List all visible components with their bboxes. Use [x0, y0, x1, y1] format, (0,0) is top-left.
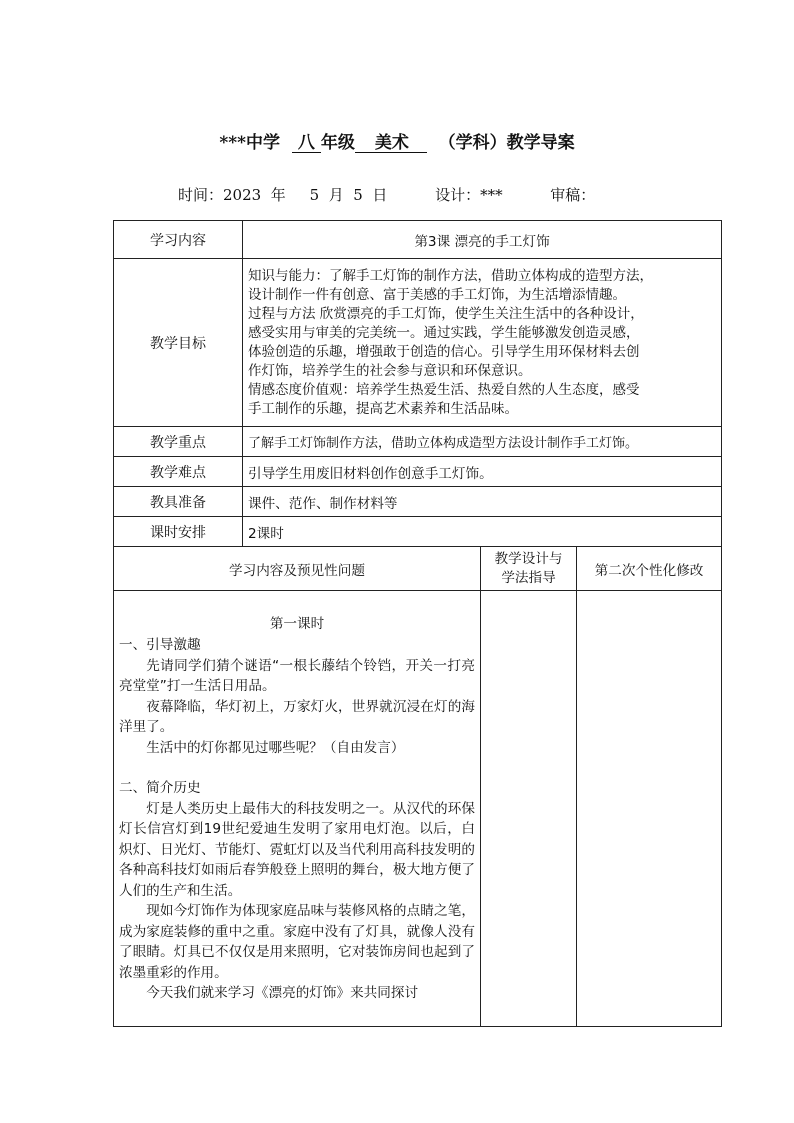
col-header-design-line2: 学法指导: [501, 569, 556, 586]
paragraph: 夜幕降临，华灯初上，万家灯火，世界就沉浸在灯的海洋里了。: [119, 698, 475, 735]
time-month: 5: [309, 186, 320, 204]
goal-line: 体验创造的乐趣，增强敢于创造的信心。引导学生用环保材料去创: [248, 343, 640, 360]
row-content: [114, 221, 722, 259]
col-header-design-line1: 教学设计与: [494, 550, 563, 567]
paragraph: 灯是人类历史上最伟大的科技发明之一。从汉代的环保灯长信宫灯到19世纪爱迪生发明了家用电灯泡。以后，白炽灯、日光灯、节能灯、霓虹灯以及当代利用高科技发明的各种高科技灯如雨后春笋般登上照明的舞台，极大地方便了人们的生产和生活。: [119, 800, 475, 899]
col-header-content: 学习内容及预见性问题: [114, 547, 481, 591]
column-header-row: [114, 547, 722, 591]
value-key-points: 了解手工灯饰制作方法，借助立体构成造型方法设计制作手工灯饰。: [243, 427, 722, 457]
time-year: 2023: [223, 186, 262, 204]
day-unit: 日: [372, 186, 388, 204]
value-goals: [243, 259, 722, 427]
goal-line: 手工制作的乐趣，提高艺术素养和生活品味。: [248, 400, 518, 417]
paragraph: 先请同学们猜个谜语“一根长藤结个铃铛，开关一打亮亮堂堂”打一生活日用品。: [119, 657, 475, 694]
label-key-points: 教学重点: [114, 427, 243, 457]
row-difficulties: [114, 457, 722, 487]
design-cell: [481, 591, 577, 1027]
col-header-design: [481, 547, 577, 591]
label-difficulties: 教学难点: [114, 457, 243, 487]
paragraph: 现如今灯饰作为体现家庭品味与装修风格的点睛之笔，成为家庭装修的重中之重。家庭中没有了灯具，就像人没有了眼睛。灯具已不仅仅是用来照明，它对装饰房间也起到了浓墨重彩的作用。: [119, 903, 475, 981]
meta-line: [178, 184, 595, 205]
label-goals: 教学目标: [114, 259, 243, 427]
designer-label: 设计：***: [435, 186, 503, 204]
title-grade: 八: [292, 134, 321, 153]
value-materials: 课件、范作、制作材料等: [243, 487, 722, 517]
section-heading: 一、引导激趣: [119, 637, 201, 653]
row-materials: [114, 487, 722, 517]
reviewer-label: 审稿：: [550, 186, 596, 204]
lesson-plan-table: [113, 220, 722, 1027]
paragraph: 今天我们就来学习《漂亮的灯饰》来共同探讨: [146, 985, 419, 1001]
title-subject: 美术: [355, 134, 427, 153]
goal-line: 过程与方法 欣赏漂亮的手工灯饰，使学生关注生活中的各种设计，: [248, 305, 644, 322]
spacer: [119, 758, 475, 778]
goal-line: 知识与能力：了解手工灯饰的制作方法，借助立体构成的造型方法，: [248, 267, 653, 284]
label-materials: 教具准备: [114, 487, 243, 517]
value-schedule: 2课时: [243, 517, 722, 547]
col-header-revision: 第二次个性化修改: [577, 547, 722, 591]
goal-line: 感受实用与审美的完美统一。通过实践，学生能够激发创造灵感，: [248, 324, 640, 341]
value-difficulties: 引导学生用废旧材料创作创意手工灯饰。: [243, 457, 722, 487]
paragraph: 生活中的灯你都见过哪些呢？（自由发言）: [146, 739, 405, 756]
section-heading: 二、简介历史: [119, 780, 201, 796]
goal-line: 设计制作一件有创意、富于美感的手工灯饰，为生活增添情趣。: [248, 286, 626, 303]
label-content: 学习内容: [114, 221, 243, 259]
goal-line: 作灯饰，培养学生的社会参与意识和环保意识。: [248, 362, 532, 379]
year-unit: 年: [270, 186, 286, 204]
value-content: 第3课 漂亮的手工灯饰: [243, 221, 722, 259]
time-label: 时间：: [178, 186, 224, 204]
row-schedule: [114, 517, 722, 547]
row-goals: [114, 259, 722, 427]
label-schedule: 课时安排: [114, 517, 243, 547]
body-row: [114, 591, 722, 1027]
lesson-title: 第一课时: [269, 615, 325, 632]
title-school: ***中学: [219, 133, 280, 153]
page-title: [0, 128, 794, 153]
time-day: 5: [353, 186, 363, 204]
title-grade-suffix: 年级: [320, 133, 355, 153]
goal-line: 情感态度价值观：培养学生热爱生活、热爱自然的人生态度，感受: [248, 381, 640, 398]
lesson-body: [114, 591, 481, 1027]
title-suffix: （学科）教学导案: [438, 133, 575, 153]
revision-cell: [577, 591, 722, 1027]
month-unit: 月: [328, 186, 344, 204]
row-key-points: [114, 427, 722, 457]
